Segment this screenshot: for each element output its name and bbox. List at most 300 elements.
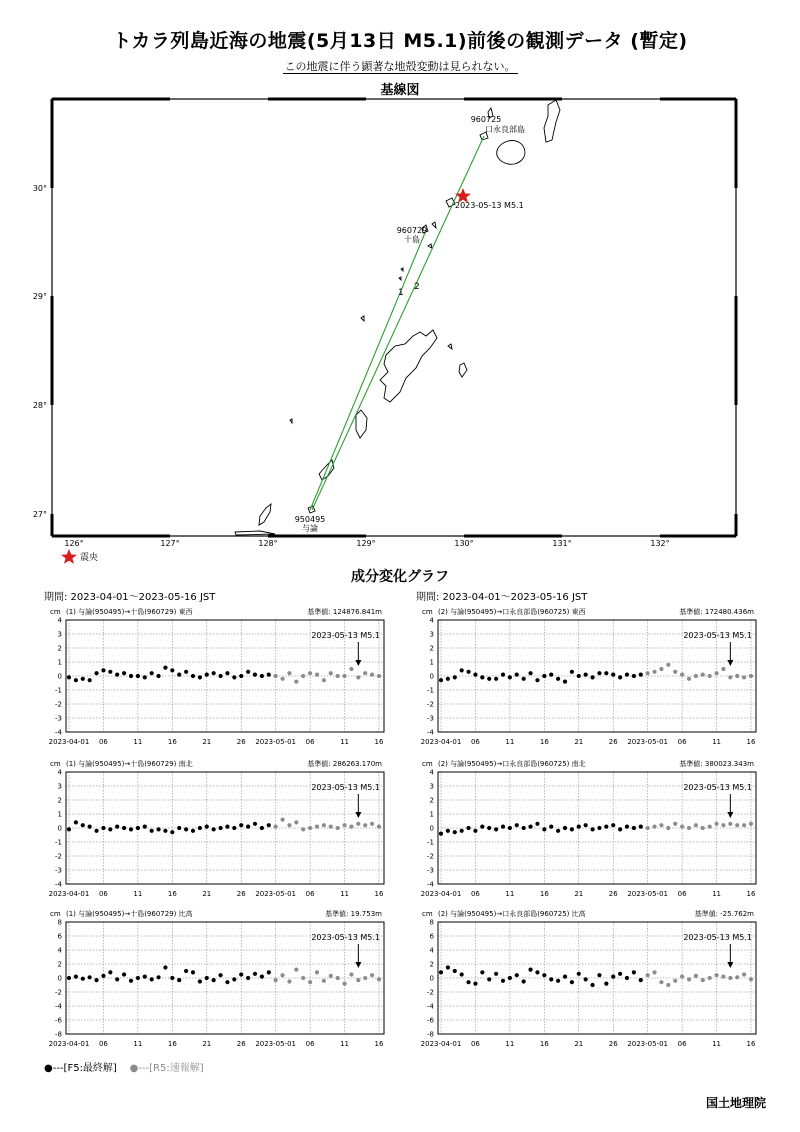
data-point-rapid (646, 671, 650, 675)
chart-header: (1) 与論(950495)→十島(960729) 南北 (66, 760, 193, 768)
data-point-final (625, 673, 629, 677)
chart-annotation: 2023-05-13 M5.1 (311, 631, 380, 640)
data-point-final (494, 827, 498, 831)
data-point-final (577, 825, 581, 829)
chart-xtick: 2023-04-01 (48, 1040, 90, 1048)
data-point-rapid (370, 973, 374, 977)
chart-ytick: -3 (55, 866, 62, 875)
component-charts (0, 598, 800, 1058)
chart-ylabel: cm (50, 910, 61, 918)
data-point-final (439, 678, 443, 682)
data-point-final (115, 825, 119, 829)
data-point-final (460, 972, 464, 976)
data-point-final (81, 823, 85, 827)
data-point-final (163, 965, 167, 969)
data-point-rapid (680, 975, 684, 979)
chart-xtick: 21 (202, 738, 212, 746)
chart-xtick: 11 (133, 890, 143, 898)
chart-xtick: 16 (167, 890, 177, 898)
data-point-final (184, 827, 188, 831)
data-point-rapid (749, 977, 753, 981)
data-point-final (535, 822, 539, 826)
data-point-final (143, 825, 147, 829)
chart-xtick: 2023-04-01 (420, 1040, 462, 1048)
chart-xtick: 16 (539, 1040, 549, 1048)
chart-xtick: 06 (305, 738, 315, 746)
data-point-final (122, 671, 126, 675)
data-point-final (611, 823, 615, 827)
data-point-rapid (342, 674, 346, 678)
data-point-final (143, 675, 147, 679)
data-point-final (480, 675, 484, 679)
lon-label: 131° (552, 539, 572, 548)
data-point-final (508, 976, 512, 980)
data-point-final (590, 675, 594, 679)
data-point-rapid (742, 675, 746, 679)
chart-xtick: 16 (539, 738, 549, 746)
data-point-final (198, 979, 202, 983)
chart-ytick: -4 (55, 728, 62, 737)
data-point-rapid (329, 974, 333, 978)
page-title: トカラ列島近海の地震(5月13日 M5.1)前後の観測データ (暫定) (112, 30, 688, 52)
chart-xtick: 26 (608, 890, 618, 898)
data-point-final (122, 826, 126, 830)
chart-xtick: 2023-05-01 (255, 738, 297, 746)
chart-xtick: 2023-04-01 (48, 738, 90, 746)
chart-xtick: 21 (202, 890, 212, 898)
chart-ytick: -1 (55, 686, 62, 695)
data-point-final (88, 678, 92, 682)
data-point-final (515, 823, 519, 827)
data-point-final (232, 826, 236, 830)
data-point-final (480, 970, 484, 974)
chart-ytick: 1 (429, 810, 434, 819)
chart-xtick: 06 (98, 1040, 108, 1048)
data-point-final (115, 673, 119, 677)
chart-ytick: 0 (429, 974, 434, 983)
data-point-final (515, 973, 519, 977)
chart-ylabel: cm (422, 910, 433, 918)
data-point-final (108, 670, 112, 674)
data-point-final (453, 969, 457, 973)
data-point-final (563, 975, 567, 979)
data-point-final (611, 673, 615, 677)
data-point-final (246, 976, 250, 980)
data-point-final (156, 674, 160, 678)
data-point-rapid (329, 671, 333, 675)
chart-header: (2) 与論(950495)→口永良部島(960725) 南北 (438, 760, 586, 768)
data-point-final (177, 978, 181, 982)
chart-xtick: 11 (712, 890, 722, 898)
data-point-final (143, 975, 147, 979)
data-point-final (590, 983, 594, 987)
lat-label: 28° (32, 401, 47, 410)
chart-xtick: 06 (677, 1040, 687, 1048)
data-point-final (81, 977, 85, 981)
data-point-rapid (274, 978, 278, 982)
chart-xtick: 2023-04-01 (420, 738, 462, 746)
chart-ytick: 4 (57, 616, 62, 625)
data-point-final (191, 829, 195, 833)
data-point-rapid (329, 825, 333, 829)
data-point-rapid (342, 823, 346, 827)
data-point-rapid (646, 973, 650, 977)
legend-epicenter: 震央 (80, 553, 99, 563)
chart-ytick: 1 (57, 810, 62, 819)
chart-reference: 基準値: -25.762m (694, 910, 754, 918)
chart-ytick: 0 (57, 824, 62, 833)
chart-ytick: 4 (429, 616, 434, 625)
chart-xtick: 11 (340, 890, 350, 898)
lat-label: 30° (32, 184, 47, 193)
chart-ytick: -6 (427, 1016, 434, 1025)
chart-reference: 基準値: 286263.170m (307, 760, 382, 768)
chart-xtick: 11 (133, 738, 143, 746)
lat-label: 29° (32, 292, 47, 301)
chart-annotation: 2023-05-13 M5.1 (683, 933, 752, 942)
data-point-final (205, 825, 209, 829)
chart-ytick: -8 (55, 1030, 62, 1039)
data-point-final (453, 675, 457, 679)
chart-ytick: -4 (427, 1002, 434, 1011)
data-point-rapid (742, 972, 746, 976)
data-point-rapid (294, 680, 298, 684)
data-point-rapid (666, 826, 670, 830)
data-point-rapid (315, 970, 319, 974)
data-point-final (108, 827, 112, 831)
period-right: 期間: 2023-04-01～2023-05-16 JST (416, 592, 588, 603)
chart-annotation: 2023-05-13 M5.1 (683, 631, 752, 640)
data-point-rapid (349, 972, 353, 976)
data-point-final (267, 673, 271, 677)
data-point-final (604, 982, 608, 986)
data-point-final (501, 673, 505, 677)
chart-ytick: -3 (427, 714, 434, 723)
data-point-final (218, 674, 222, 678)
data-point-final (253, 822, 257, 826)
data-point-final (74, 820, 78, 824)
data-point-final (473, 829, 477, 833)
data-point-final (184, 969, 188, 973)
data-point-final (597, 826, 601, 830)
data-point-rapid (287, 979, 291, 983)
data-point-final (632, 674, 636, 678)
legend-final: ●---[F5:最終解] (44, 1063, 117, 1074)
data-point-final (453, 830, 457, 834)
chart-ytick: -2 (55, 988, 62, 997)
data-point-rapid (714, 671, 718, 675)
chart-ytick: -2 (427, 852, 434, 861)
data-point-final (225, 671, 229, 675)
period-left: 期間: 2023-04-01～2023-05-16 JST (44, 592, 216, 603)
lon-label: 130° (454, 539, 474, 548)
data-point-final (584, 673, 588, 677)
data-point-final (528, 825, 532, 829)
data-point-final (611, 975, 615, 979)
data-point-rapid (694, 974, 698, 978)
data-point-rapid (363, 671, 367, 675)
data-point-rapid (322, 823, 326, 827)
data-point-rapid (356, 822, 360, 826)
chart-header: (1) 与論(950495)→十島(960729) 東西 (66, 608, 193, 616)
data-point-rapid (294, 820, 298, 824)
map-title: 基線図 (380, 83, 420, 98)
chart-ytick: -6 (55, 1016, 62, 1025)
data-point-rapid (377, 977, 381, 981)
data-point-rapid (680, 825, 684, 829)
station-960729-name: 十島 (404, 235, 420, 244)
data-point-final (487, 977, 491, 981)
chart-xtick: 11 (712, 738, 722, 746)
data-point-rapid (687, 677, 691, 681)
data-point-final (522, 826, 526, 830)
chart-ytick: -1 (427, 838, 434, 847)
data-point-final (115, 977, 119, 981)
chart-ytick: 4 (57, 946, 62, 955)
data-point-final (260, 975, 264, 979)
station-960725-name: 口永良部島 (485, 125, 525, 134)
chart-ytick: -2 (427, 700, 434, 709)
chart-ylabel: cm (50, 760, 61, 768)
chart-ytick: 2 (429, 796, 434, 805)
legend-rapid: ●---[R5:速報解] (129, 1063, 204, 1074)
data-point-final (81, 677, 85, 681)
data-point-final (108, 970, 112, 974)
data-point-final (88, 825, 92, 829)
chart-xtick: 26 (608, 1040, 618, 1048)
station-960725-id: 960725 (470, 115, 502, 124)
data-point-final (542, 674, 546, 678)
data-point-rapid (721, 823, 725, 827)
chart-xtick: 06 (305, 890, 315, 898)
annotation-arrow-icon (727, 660, 733, 666)
chart-ytick: 2 (57, 960, 62, 969)
data-point-final (205, 673, 209, 677)
data-point-final (625, 825, 629, 829)
chart-ytick: 4 (429, 946, 434, 955)
chart-annotation: 2023-05-13 M5.1 (311, 783, 380, 792)
baseline-1-label: 1 (398, 288, 404, 298)
data-point-final (473, 673, 477, 677)
chart-ylabel: cm (422, 760, 433, 768)
chart-header: (1) 与論(950495)→十島(960729) 比高 (66, 910, 193, 918)
data-point-rapid (377, 674, 381, 678)
data-point-final (136, 826, 140, 830)
data-point-final (446, 965, 450, 969)
data-point-final (494, 677, 498, 681)
data-point-rapid (694, 823, 698, 827)
data-point-final (129, 827, 133, 831)
data-point-final (232, 675, 236, 679)
chart-ytick: 0 (429, 824, 434, 833)
station-960729-id: 960729 (396, 226, 428, 235)
data-point-final (150, 977, 154, 981)
chart-xtick: 11 (340, 738, 350, 746)
data-point-final (150, 671, 154, 675)
data-point-rapid (749, 822, 753, 826)
data-point-final (163, 666, 167, 670)
data-point-rapid (708, 674, 712, 678)
data-point-rapid (336, 976, 340, 980)
lon-label: 132° (650, 539, 670, 548)
data-point-rapid (301, 674, 305, 678)
chart-xtick: 2023-05-01 (627, 738, 669, 746)
data-point-final (542, 973, 546, 977)
chart-xtick: 06 (305, 1040, 315, 1048)
data-point-final (156, 975, 160, 979)
data-point-final (232, 977, 236, 981)
data-point-rapid (336, 826, 340, 830)
data-point-rapid (708, 976, 712, 980)
chart-xtick: 26 (236, 738, 246, 746)
chart-ytick: 0 (429, 672, 434, 681)
chart-ytick: 2 (57, 796, 62, 805)
data-point-final (163, 829, 167, 833)
data-point-rapid (701, 826, 705, 830)
data-point-final (563, 826, 567, 830)
data-point-final (556, 829, 560, 833)
data-point-final (446, 829, 450, 833)
data-point-final (515, 673, 519, 677)
data-point-final (639, 825, 643, 829)
data-point-rapid (349, 667, 353, 671)
data-point-rapid (728, 822, 732, 826)
chart-reference: 基準値: 172480.436m (679, 608, 754, 616)
data-point-final (212, 671, 216, 675)
data-point-final (618, 675, 622, 679)
data-point-final (439, 832, 443, 836)
data-point-rapid (701, 978, 705, 982)
data-point-final (563, 680, 567, 684)
chart-xtick: 26 (608, 738, 618, 746)
data-point-rapid (356, 978, 360, 982)
data-point-final (618, 827, 622, 831)
data-point-rapid (749, 674, 753, 678)
data-point-rapid (721, 975, 725, 979)
data-point-rapid (673, 979, 677, 983)
station-950495-id: 950495 (294, 515, 326, 524)
chart-ytick: 3 (57, 630, 62, 639)
chart-ylabel: cm (422, 608, 433, 616)
data-point-final (556, 677, 560, 681)
chart-ytick: -1 (427, 686, 434, 695)
chart-xtick: 11 (712, 1040, 722, 1048)
data-point-final (466, 826, 470, 830)
data-point-rapid (287, 823, 291, 827)
data-point-final (570, 980, 574, 984)
data-point-final (67, 827, 71, 831)
annotation-arrow-icon (727, 962, 733, 968)
chart-xtick: 06 (470, 890, 480, 898)
data-point-rapid (287, 671, 291, 675)
data-point-final (239, 674, 243, 678)
annotation-arrow-icon (727, 812, 733, 818)
data-point-final (618, 972, 622, 976)
data-point-final (267, 823, 271, 827)
subtitle-text: この地震に伴う顕著な地殻変動は見られない。 (284, 60, 516, 73)
data-point-rapid (728, 675, 732, 679)
chart-ytick: 0 (57, 974, 62, 983)
data-point-final (632, 826, 636, 830)
data-point-final (136, 674, 140, 678)
data-point-rapid (659, 980, 663, 984)
chart-xtick: 11 (133, 1040, 143, 1048)
data-point-final (253, 673, 257, 677)
chart-xtick: 06 (470, 738, 480, 746)
map-frame (52, 99, 736, 536)
chart-xtick: 06 (98, 738, 108, 746)
chart-xtick: 16 (167, 738, 177, 746)
data-point-final (501, 979, 505, 983)
chart-ytick: -4 (55, 1002, 62, 1011)
chart-xtick: 11 (505, 738, 515, 746)
data-point-final (522, 979, 526, 983)
data-point-rapid (294, 968, 298, 972)
data-point-final (246, 670, 250, 674)
data-point-final (267, 970, 271, 974)
data-point-final (570, 670, 574, 674)
data-point-rapid (363, 823, 367, 827)
chart-xtick: 16 (746, 890, 756, 898)
data-point-final (260, 826, 264, 830)
chart-xtick: 16 (374, 1040, 384, 1048)
chart-xtick: 11 (505, 890, 515, 898)
data-point-rapid (308, 671, 312, 675)
data-point-final (494, 972, 498, 976)
data-point-final (239, 823, 243, 827)
data-point-final (129, 979, 133, 983)
chart-ytick: 3 (429, 630, 434, 639)
chart-xtick: 06 (98, 890, 108, 898)
data-point-final (88, 975, 92, 979)
data-point-rapid (701, 673, 705, 677)
chart-ytick: -3 (427, 866, 434, 875)
data-point-final (570, 827, 574, 831)
chart-xtick: 21 (574, 1040, 584, 1048)
station-950495-name: 与論 (302, 524, 318, 533)
data-point-final (460, 829, 464, 833)
data-point-rapid (322, 979, 326, 983)
data-point-rapid (666, 983, 670, 987)
lon-label: 128° (258, 539, 278, 548)
chart-ytick: 2 (57, 644, 62, 653)
data-point-final (639, 673, 643, 677)
data-point-final (136, 976, 140, 980)
chart-xtick: 11 (505, 1040, 515, 1048)
chart-ytick: 8 (429, 918, 434, 927)
data-point-final (542, 827, 546, 831)
data-point-final (439, 970, 443, 974)
data-point-rapid (659, 823, 663, 827)
chart-xtick: 21 (202, 1040, 212, 1048)
data-point-final (549, 673, 553, 677)
data-point-rapid (377, 825, 381, 829)
lon-label: 129° (356, 539, 376, 548)
data-point-final (508, 826, 512, 830)
chart-ytick: 1 (57, 658, 62, 667)
data-point-rapid (370, 673, 374, 677)
data-point-final (460, 668, 464, 672)
chart-ytick: -4 (55, 880, 62, 889)
chart-xtick: 21 (574, 890, 584, 898)
chart-xtick: 16 (374, 890, 384, 898)
data-point-rapid (315, 673, 319, 677)
chart-ytick: 2 (429, 960, 434, 969)
chart-annotation: 2023-05-13 M5.1 (311, 933, 380, 942)
chart-xtick: 21 (574, 738, 584, 746)
data-point-final (597, 973, 601, 977)
data-point-final (218, 826, 222, 830)
